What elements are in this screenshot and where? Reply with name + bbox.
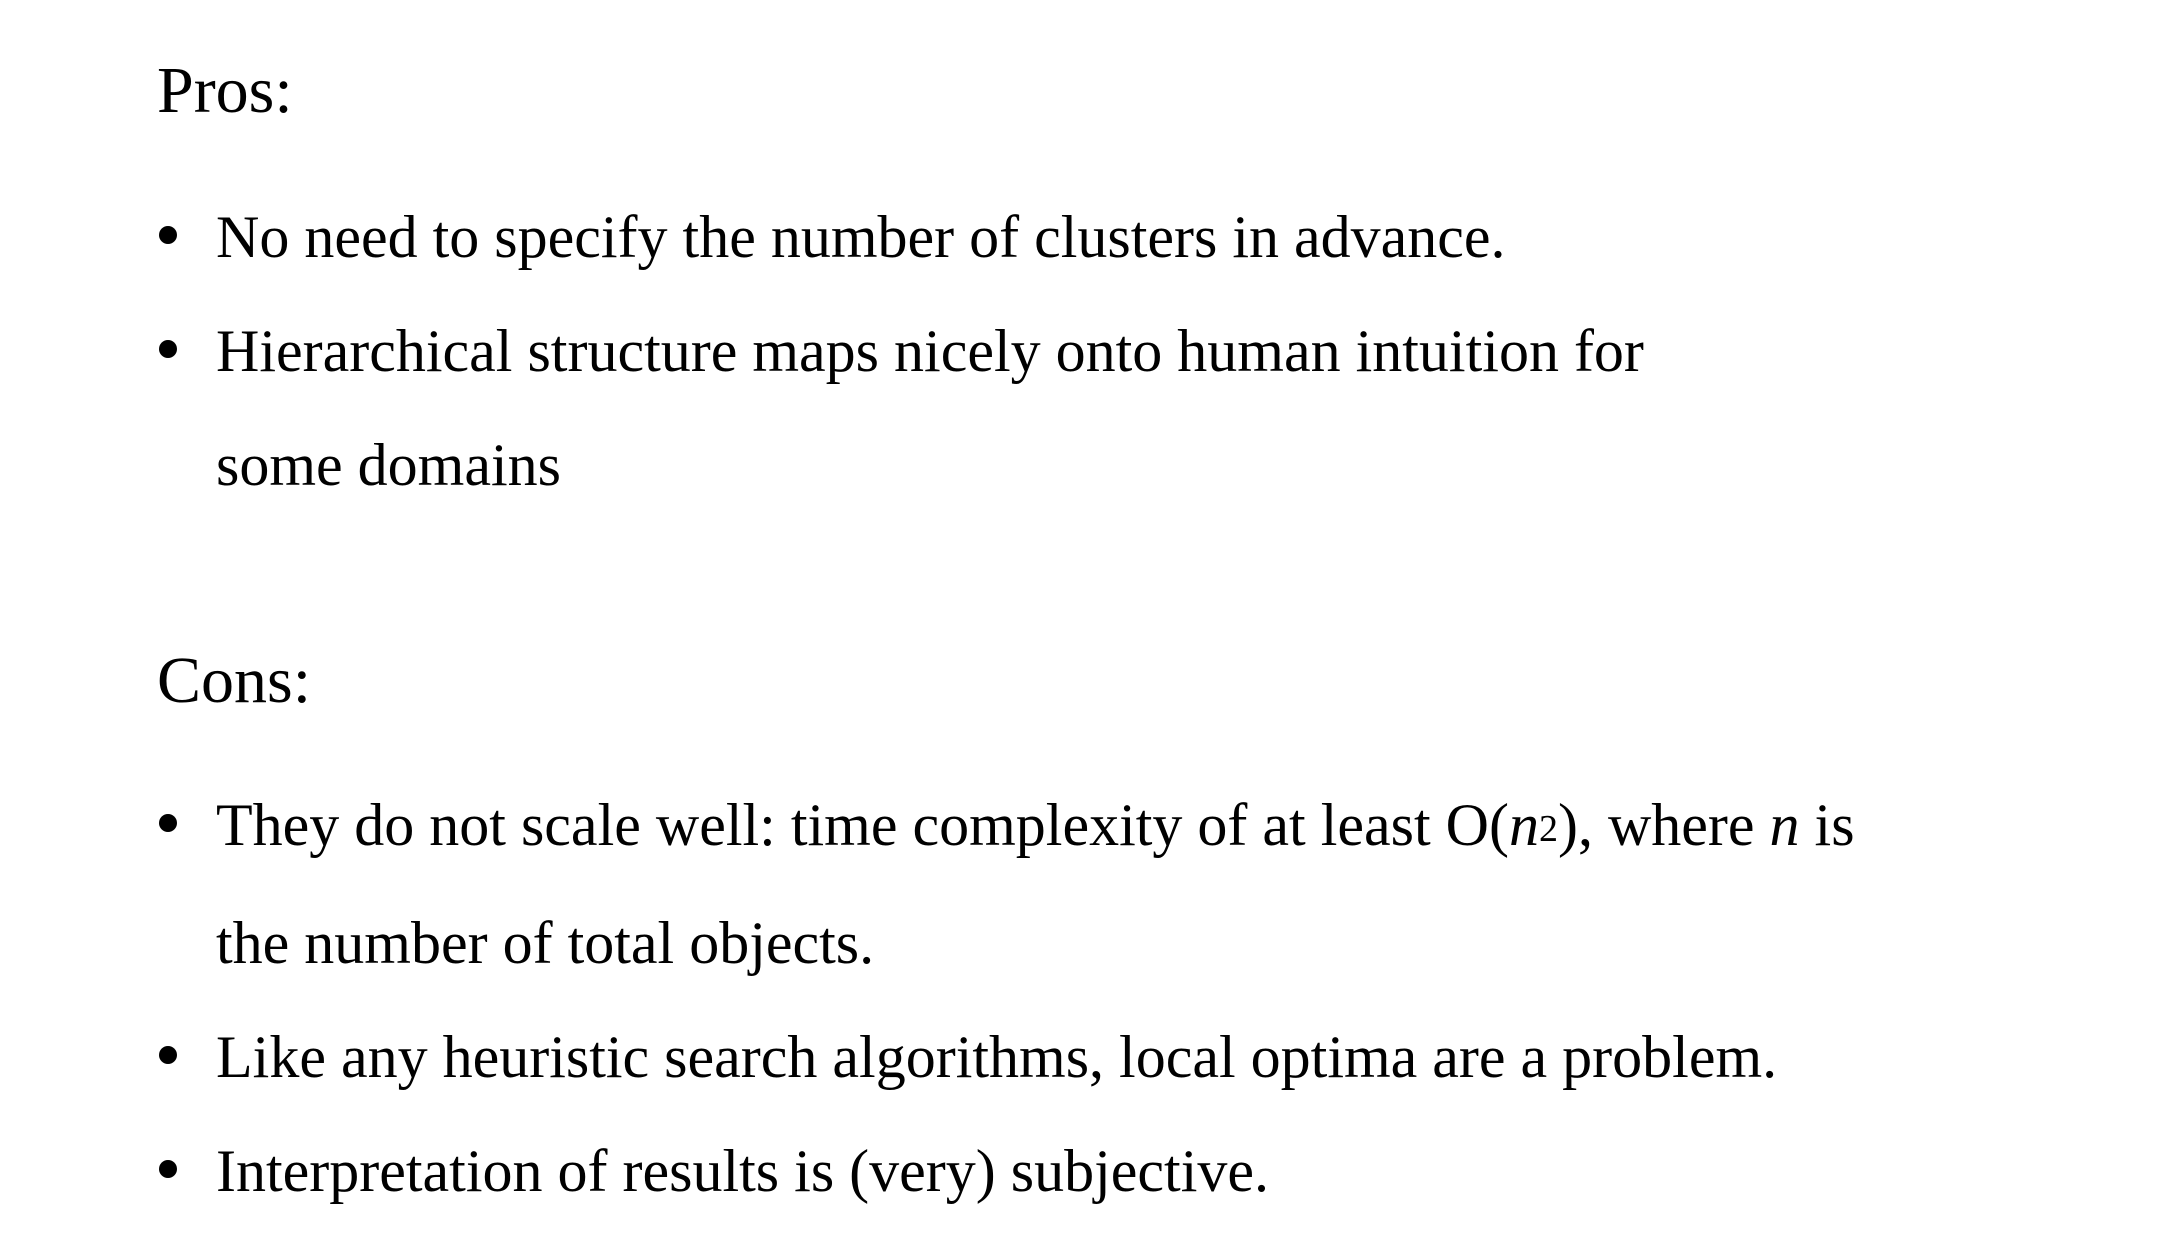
pros-item-text: No need to specify the number of clusters in advance. <box>216 204 1506 270</box>
cons-item-text-line-1 <box>216 768 1855 886</box>
pros-item-hierarchical-structure <box>0 294 1800 522</box>
cons-text-after: is <box>1799 792 1855 858</box>
cons-item-text-line-2: the number of total objects. <box>216 910 875 976</box>
cons-item-scaling <box>0 768 1855 1000</box>
math-variable-n: n <box>1508 792 1539 858</box>
bullet-dot-icon <box>159 814 177 832</box>
pros-item-no-need-clusters <box>0 180 1800 294</box>
exponent: 2 <box>1538 808 1558 850</box>
cons-text-before: They do not scale well: time complexity of at least O( <box>216 792 1509 858</box>
pros-list <box>0 180 1800 522</box>
math-variable-n: n <box>1769 792 1800 858</box>
cons-heading: Cons: <box>157 644 312 717</box>
cons-item-local-optima <box>0 1000 1800 1114</box>
pros-item-text-line-1: Hierarchical structure maps nicely onto human intuition for <box>216 318 1644 384</box>
cons-text-middle: ), where <box>1557 792 1770 858</box>
bullet-dot-icon <box>159 1046 177 1064</box>
cons-item-text: Like any heuristic search algorithms, local optima are a problem. <box>216 1024 1778 1090</box>
cons-list <box>0 768 1855 1228</box>
bullet-dot-icon <box>159 1160 177 1178</box>
pros-heading: Pros: <box>157 54 293 127</box>
cons-item-interpretation <box>0 1114 1800 1228</box>
bullet-dot-icon <box>159 340 177 358</box>
pros-item-text-line-2: some domains <box>216 432 561 498</box>
bullet-dot-icon <box>159 226 177 244</box>
cons-item-text: Interpretation of results is (very) subjective. <box>216 1138 1269 1204</box>
